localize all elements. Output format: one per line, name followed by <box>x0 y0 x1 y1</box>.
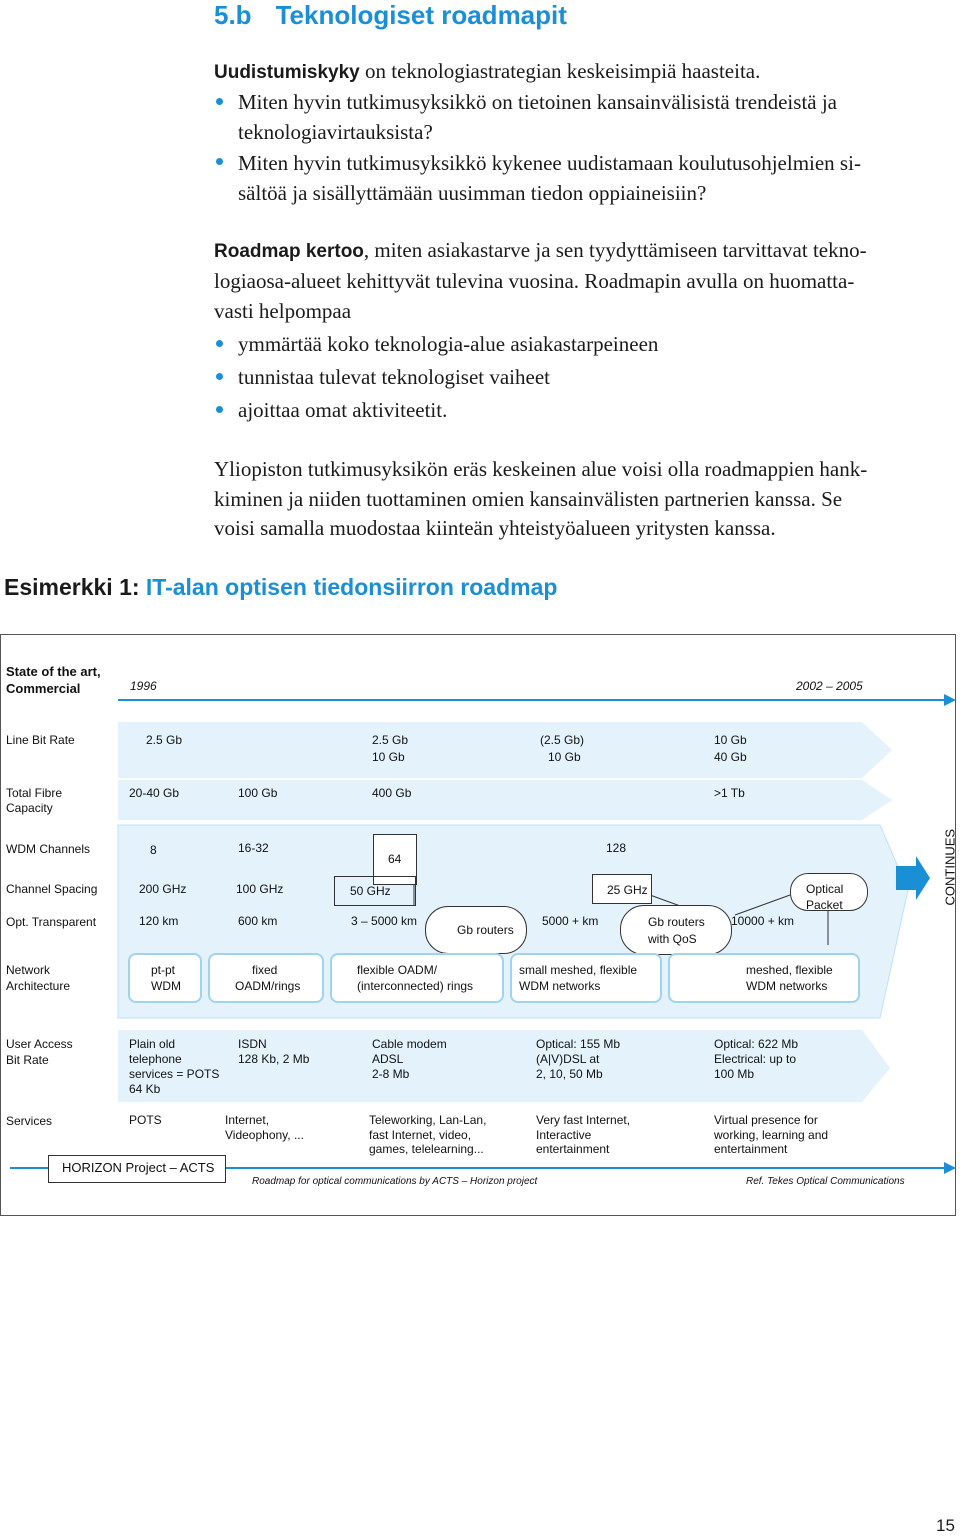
university-para-line-2: kiminen ja niiden tuottaminen omien kansainvälisten partnerien kanssa. Se <box>214 487 843 511</box>
state-label-1: State of the art, <box>6 664 101 679</box>
cell: with QoS <box>648 932 697 946</box>
university-para-line-3: voisi samalla muodostaa kiinteän yhteistyöalueen yritysten kanssa. <box>214 516 776 540</box>
intro-lead-bold: Uudistumiskyky <box>214 62 360 83</box>
state-label-2: Commercial <box>6 681 81 696</box>
cell: telephone <box>129 1052 182 1066</box>
network-box-2 <box>208 953 324 1003</box>
roadmap-bullet-3: ajoittaa omat aktiviteetit. <box>238 398 448 422</box>
year-end: 2002 – 2005 <box>796 679 863 693</box>
cell: 50 GHz <box>350 884 391 898</box>
row-label-total-fibre-2: Capacity <box>6 801 53 815</box>
network-box-4 <box>510 953 662 1003</box>
row-label-opt-transparent: Opt. Transparent <box>6 915 97 929</box>
cell: Virtual presence for <box>714 1113 818 1127</box>
cell: (interconnected) rings <box>357 979 474 993</box>
cell: pt-pt <box>151 963 176 977</box>
figure-caption-right: Ref. Tekes Optical Communications <box>746 1176 905 1187</box>
cell: 16-32 <box>238 841 269 855</box>
example-title: IT-alan optisen tiedonsiirron roadmap <box>145 574 558 600</box>
cell: 20-40 Gb <box>129 786 180 800</box>
cell: Gb routers <box>457 923 514 937</box>
cell: 10 Gb <box>548 750 581 764</box>
row-label-total-fibre-1: Total Fibre <box>6 786 63 800</box>
cell: 400 Gb <box>372 786 412 800</box>
cell: 25 GHz <box>607 883 648 897</box>
bottom-arrowhead-icon <box>944 1162 956 1174</box>
cell: WDM <box>151 979 181 993</box>
intro-lead-rest: on teknologiastrategian keskeisimpiä haasteita. <box>359 59 761 83</box>
example-label: Esimerkki 1: <box>4 574 140 600</box>
row-label-user-access-2: Bit Rate <box>6 1053 49 1067</box>
cell: 128 Kb, 2 Mb <box>238 1052 310 1066</box>
cell: 3 – 5000 km <box>351 914 418 928</box>
continues-label: CONTINUES <box>942 828 958 906</box>
cell: 2, 10, 50 Mb <box>536 1067 603 1081</box>
row-label-network-1: Network <box>6 963 51 977</box>
cell: OADM/rings <box>235 979 301 993</box>
row-label-channel-spacing: Channel Spacing <box>6 882 98 896</box>
cell: Optical: 622 Mb <box>714 1037 799 1051</box>
timeline-arrowhead-icon <box>944 694 956 706</box>
cell: 64 <box>388 852 402 866</box>
horizon-label: HORIZON Project – ACTS <box>62 1160 215 1175</box>
page-number: 15 <box>936 1516 955 1535</box>
band-capacity <box>118 780 892 820</box>
intro-bullet-1-line-2: teknologiavirtauksista? <box>238 120 433 144</box>
cell: 100 Gb <box>238 786 278 800</box>
cell: 100 GHz <box>236 882 284 896</box>
roadmap-bold: Roadmap kertoo <box>214 241 364 262</box>
cell: 40 Gb <box>714 750 747 764</box>
gb-routers-qos-oval <box>620 905 732 955</box>
cell: WDM networks <box>519 979 601 993</box>
cell: 2-8 Mb <box>372 1067 410 1081</box>
cell: 2.5 Gb <box>146 733 183 747</box>
roadmap-bullet-1: ymmärtää koko teknologia-alue asiakastarpeineen <box>238 332 659 356</box>
cell: games, telelearning... <box>369 1142 484 1156</box>
cell: Optical: 155 Mb <box>536 1037 621 1051</box>
intro-bullet-2-line-1: Miten hyvin tutkimusyksikkö kykenee uudistamaan koulutusohjelmien si- <box>238 151 861 175</box>
network-box-1 <box>128 953 202 1003</box>
cell: Cable modem <box>372 1037 447 1051</box>
cell: Optical <box>806 882 844 896</box>
cell: Electrical: up to <box>714 1052 797 1066</box>
band-bit-rate <box>118 722 892 778</box>
roadmap-para-line-3: vasti helpompaa <box>214 299 352 323</box>
cell: entertainment <box>714 1142 788 1156</box>
cell: Interactive <box>536 1128 592 1142</box>
cell: entertainment <box>536 1142 610 1156</box>
cell: Gb routers <box>648 915 705 929</box>
section-title: Teknologiset roadmapit <box>275 0 567 30</box>
roadmap-line-1-rest: , miten asiakastarve ja sen tyydyttämiseen tarvittavat tekno- <box>363 238 867 262</box>
row-label-user-access-1: User Access <box>6 1037 73 1051</box>
cell: 200 GHz <box>139 882 187 896</box>
network-box-5 <box>668 953 860 1003</box>
roadmap-para-line-2: logiaosa-alueet kehittyvät tulevina vuosina. Roadmapin avulla on huomatta- <box>214 269 855 293</box>
cell: 10 Gb <box>372 750 405 764</box>
year-start: 1996 <box>130 679 157 693</box>
intro-bullet-1-line-1: Miten hyvin tutkimusyksikkö on tietoinen kansainvälisistä trendeistä ja <box>238 90 838 114</box>
intro-bullet-2-line-2: sältöä ja sisällyttämään uusimman tiedon oppiaineisiin? <box>238 181 707 205</box>
cell: flexible OADM/ <box>357 963 438 977</box>
cell: POTS <box>129 1113 162 1127</box>
cell: WDM networks <box>746 979 828 993</box>
cell: fixed <box>252 963 278 977</box>
row-label-network-2: Architecture <box>6 979 71 993</box>
cell: >1 Tb <box>714 786 745 800</box>
cell: ADSL <box>372 1052 404 1066</box>
cell: 2.5 Gb <box>372 733 409 747</box>
roadmap-bullet-2: tunnistaa tulevat teknologiset vaiheet <box>238 365 550 389</box>
cell: Very fast Internet, <box>536 1113 631 1127</box>
cell: services = POTS <box>129 1067 220 1081</box>
row-label-services: Services <box>6 1114 53 1128</box>
university-para-line-1: Yliopiston tutkimusyksikön eräs keskeinen alue voisi olla roadmappien hank- <box>214 457 868 481</box>
cell: Packet <box>806 898 843 912</box>
row-label-wdm-channels: WDM Channels <box>6 842 91 856</box>
cell: 64 Kb <box>129 1082 161 1096</box>
network-box-3 <box>330 953 504 1003</box>
figure-caption-left: Roadmap for optical communications by ACTS – Horizon project <box>252 1176 538 1187</box>
cell: 100 Mb <box>714 1067 755 1081</box>
cell: 10000 + km <box>731 914 795 928</box>
cell: 120 km <box>139 914 179 928</box>
cell: 128 <box>606 841 627 855</box>
cell: 5000 + km <box>542 914 599 928</box>
cell: working, learning and <box>714 1128 829 1142</box>
cell: Plain old <box>129 1037 176 1051</box>
cell: Teleworking, Lan-Lan, <box>369 1113 487 1127</box>
cell: 8 <box>150 843 157 857</box>
section-number: 5.b <box>214 0 252 30</box>
cell: 10 Gb <box>714 733 747 747</box>
cell: meshed, flexible <box>746 963 833 977</box>
cell: (2.5 Gb) <box>540 733 585 747</box>
cell: ISDN <box>238 1037 267 1051</box>
cell: (A|V)DSL at <box>536 1052 600 1066</box>
row-label-line-bit-rate: Line Bit Rate <box>6 733 75 747</box>
cell: Internet, <box>225 1113 270 1127</box>
cell: Videophony, ... <box>225 1128 304 1142</box>
cell: small meshed, flexible <box>519 963 638 977</box>
cell: 600 km <box>238 914 278 928</box>
cell: fast Internet, video, <box>369 1128 472 1142</box>
